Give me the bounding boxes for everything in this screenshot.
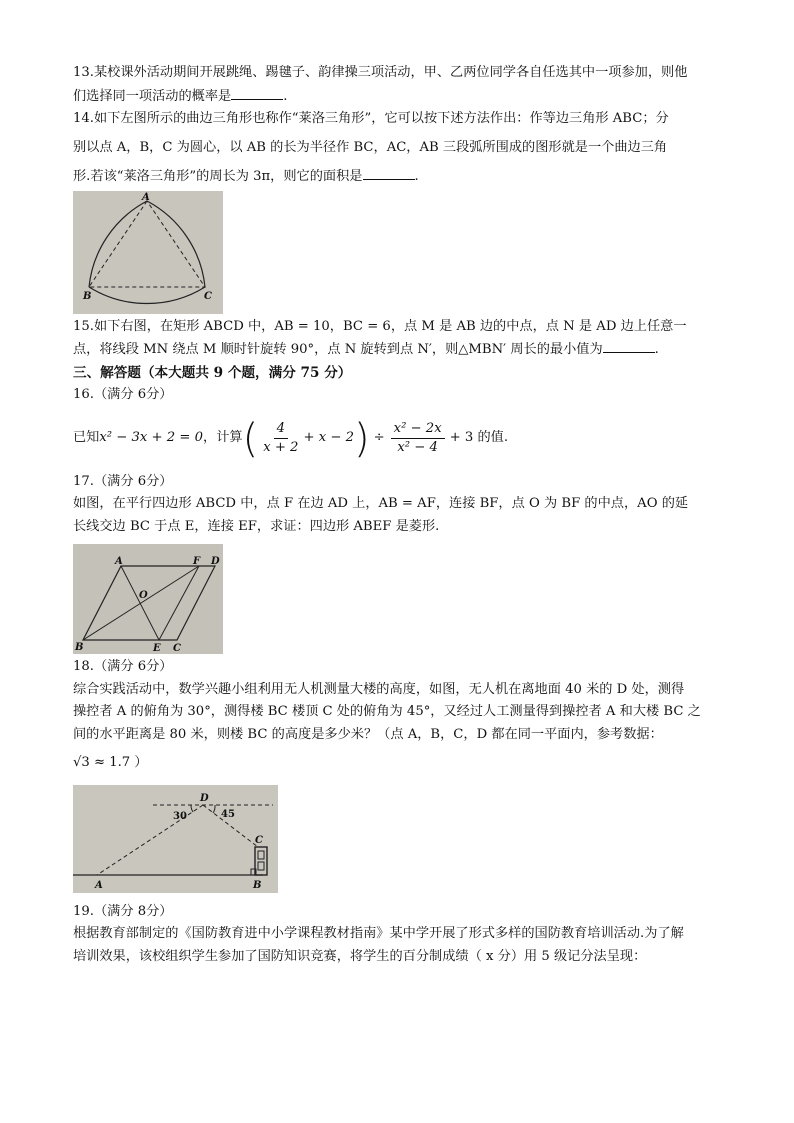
q15-line2: 点，将线段 MN 绕点 M 顺时针旋转 90°，点 N 旋转到点 N′，则△MBN′ 周长的最小值为 .	[73, 338, 733, 362]
q16-formula: 已知 x² − 3x + 2 = 0 ，计算 ( $\frac{4}{x + 2}$ + x − 2 ) ÷ $\frac{\text{x² − 2x}}{\text{x² − 4}}$ + 3 的值.	[73, 415, 509, 462]
fig14-label-b: B	[83, 290, 92, 302]
answer-blank-13	[231, 85, 283, 100]
q19-line2: 培训效果，该校组织学生参加了国防知识竞赛，将学生的百分制成绩（ x 分）用 5 级记分法呈现：	[73, 948, 647, 964]
q16-fraction-1: $\frac{4}{x + 2}$	[263, 421, 299, 455]
fig17-label-c: C	[173, 643, 181, 654]
q15-line1: 15.如下右图，在矩形 ABCD 中，AB = 10，BC = 6，点 M 是 AB 边的中点，点 N 是 AD 边上任意一	[73, 318, 687, 334]
fig17-label-o: O	[139, 590, 148, 601]
q18-header: 18.（满分 6分）	[73, 659, 173, 674]
fig14-label-a: A	[142, 191, 150, 203]
fig18-angle-45: 45	[221, 808, 235, 820]
fig18-label-b: B	[253, 879, 262, 891]
fig17-label-b: B	[75, 642, 84, 653]
q18-line4: √3 ≈ 1.7 ）	[73, 755, 148, 770]
parallelogram-figure	[73, 544, 223, 654]
answer-blank-14	[363, 165, 415, 180]
q18-line2: 操控者 A 的俯角为 30°，测得楼 BC 楼顶 C 处的俯角为 45°，又经过人工测量得到操控者 A 和大楼 BC 之	[73, 704, 701, 719]
q19-line1: 根据教育部制定的《国防教育进中小学课程教材指南》某中学开展了形式多样的国防教育培训活动.为了解	[73, 926, 684, 941]
fig18-label-d: D	[200, 792, 209, 804]
q16-fraction-2: $\frac{\text{x² − 2x}}{\text{x² − 4}}$	[391, 420, 445, 457]
q18-line3: 间的水平距离是 80 米，则楼 BC 的高度是多少米？（点 A，B，C，D 都在同一平面内，参考数据：	[73, 726, 663, 742]
answer-blank-15	[603, 338, 655, 353]
drone-height-figure	[73, 785, 278, 893]
fig17-label-e: E	[153, 643, 161, 654]
q17-line1: 如图，在平行四边形 ABCD 中，点 F 在边 AD 上，AB = AF，连接 BF，点 O 为 BF 的中点，AO 的延	[73, 496, 689, 511]
fig18-label-a: A	[95, 879, 103, 891]
fig17-label-d: D	[211, 556, 220, 567]
q14-line2: 别以点 A，B，C 为圆心，以 AB 的长为半径作 BC，AC，AB 三段弧所围成的图形就是一个曲边三角	[73, 139, 668, 155]
fig14-label-c: C	[204, 290, 212, 302]
q17-header: 17.（满分 6分）	[73, 473, 173, 489]
exam-page	[73, 62, 733, 968]
fig17-label-a: A	[115, 556, 123, 567]
q17-line2: 长线交边 BC 于点 E，连接 EF，求证：四边形 ABEF 是菱形.	[73, 518, 440, 534]
fig18-label-c: C	[255, 834, 263, 846]
section-title: 三、解答题（本大题共 9 个题，满分 75 分）	[73, 364, 352, 381]
q18-line1: 综合实践活动中，数学兴趣小组利用无人机测量大楼的高度，如图，无人机在离地面 40 米的 D 处，测得	[73, 681, 685, 697]
q13-line2: 们选择同一项活动的概率是 .	[73, 85, 733, 109]
q14-line3: 形.若该“莱洛三角形”的周长为 3π，则它的面积是 .	[73, 165, 733, 189]
q16-header: 16.（满分 6分）	[73, 387, 173, 402]
reuleaux-triangle-figure	[73, 191, 223, 314]
fig18-angle-30: 30	[173, 810, 187, 822]
q13-line1: 13.某校课外活动期间开展跳绳、踢毽子、韵律操三项活动，甲、乙两位同学各自任选其中一项参加，则他	[73, 65, 688, 80]
q19-header: 19.（满分 8分）	[73, 903, 173, 919]
q14-line1: 14.如下左图所示的曲边三角形也称作“莱洛三角形”，它可以按下述方法作出：作等边三角形 ABC；分	[73, 111, 669, 126]
fig17-label-f: F	[193, 556, 201, 567]
